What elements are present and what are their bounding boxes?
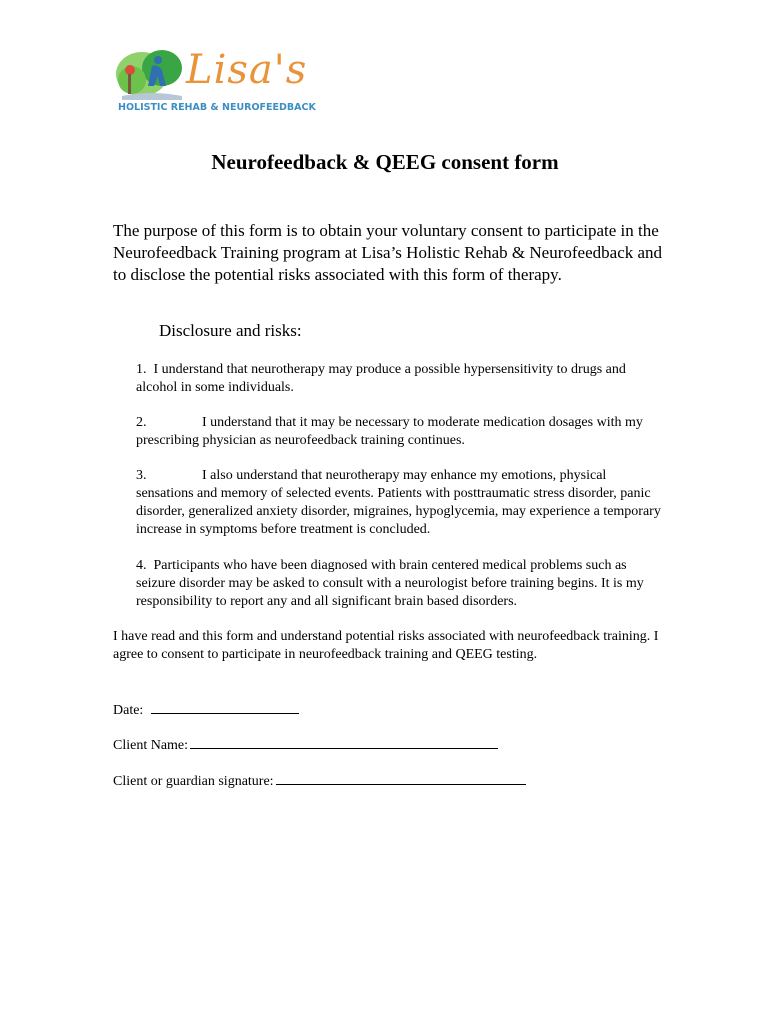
disclosure-heading: Disclosure and risks: xyxy=(159,321,302,340)
risk-item-number: 1. xyxy=(136,362,147,377)
client-name-line[interactable] xyxy=(190,735,498,749)
risk-item-3 xyxy=(136,467,666,539)
date-line[interactable] xyxy=(151,700,299,714)
signature-label: Client or guardian signature: xyxy=(113,774,274,789)
date-field xyxy=(113,700,299,720)
date-label: Date: xyxy=(113,703,144,718)
signature-field xyxy=(113,771,526,791)
risk-item-text: I understand that it may be necessary to moderate medication dosages with my prescribing physician as neurofeedback training continues. xyxy=(136,415,643,448)
risk-item-4 xyxy=(136,557,666,611)
risk-item-text: I also understand that neurotherapy may enhance my emotions, physical sensations and memory of selected events. Patients with posttraumatic stress disorder, panic disorder, generalized anxiety disorder, migraines, hypoglycemia, may experience a temporary increase in symptoms before treatment is concluded. xyxy=(136,468,661,537)
risk-item-number: 2. xyxy=(136,415,147,430)
client-name-field xyxy=(113,735,498,755)
client-name-label: Client Name: xyxy=(113,738,189,753)
risk-item-2 xyxy=(136,414,666,450)
tree-figure-icon xyxy=(112,46,192,104)
logo-subtitle: HOLISTIC REHAB & NEUROFEEDBACK xyxy=(118,102,316,113)
signature-line[interactable] xyxy=(276,771,526,785)
logo-script-text: Lisa's xyxy=(186,47,308,93)
risk-item-1 xyxy=(136,361,666,397)
risk-item-text: Participants who have been diagnosed with brain centered medical problems such as seizure disorder may be asked to consult with a neurologist before training begins. It is my responsibility to report any and all significant brain based disorders. xyxy=(136,558,644,609)
page-title: Neurofeedback & QEEG consent form xyxy=(211,150,559,174)
risk-item-number: 3. xyxy=(136,468,147,483)
clinic-logo xyxy=(112,46,316,120)
acknowledgement-paragraph: I have read and this form and understand potential risks associated with neurofeedback training. I agree to consent to participate in neurofeedback training and QEEG testing. xyxy=(113,629,659,662)
risk-item-text: I understand that neurotherapy may produce a possible hypersensitivity to drugs and alcohol in some individuals. xyxy=(136,362,626,395)
risk-item-number: 4. xyxy=(136,558,147,573)
intro-paragraph: The purpose of this form is to obtain your voluntary consent to participate in the Neurofeedback Training program at Lisa’s Holistic Rehab & Neurofeedback and to disclose the potential risks associated with this form of therapy. xyxy=(113,221,663,284)
